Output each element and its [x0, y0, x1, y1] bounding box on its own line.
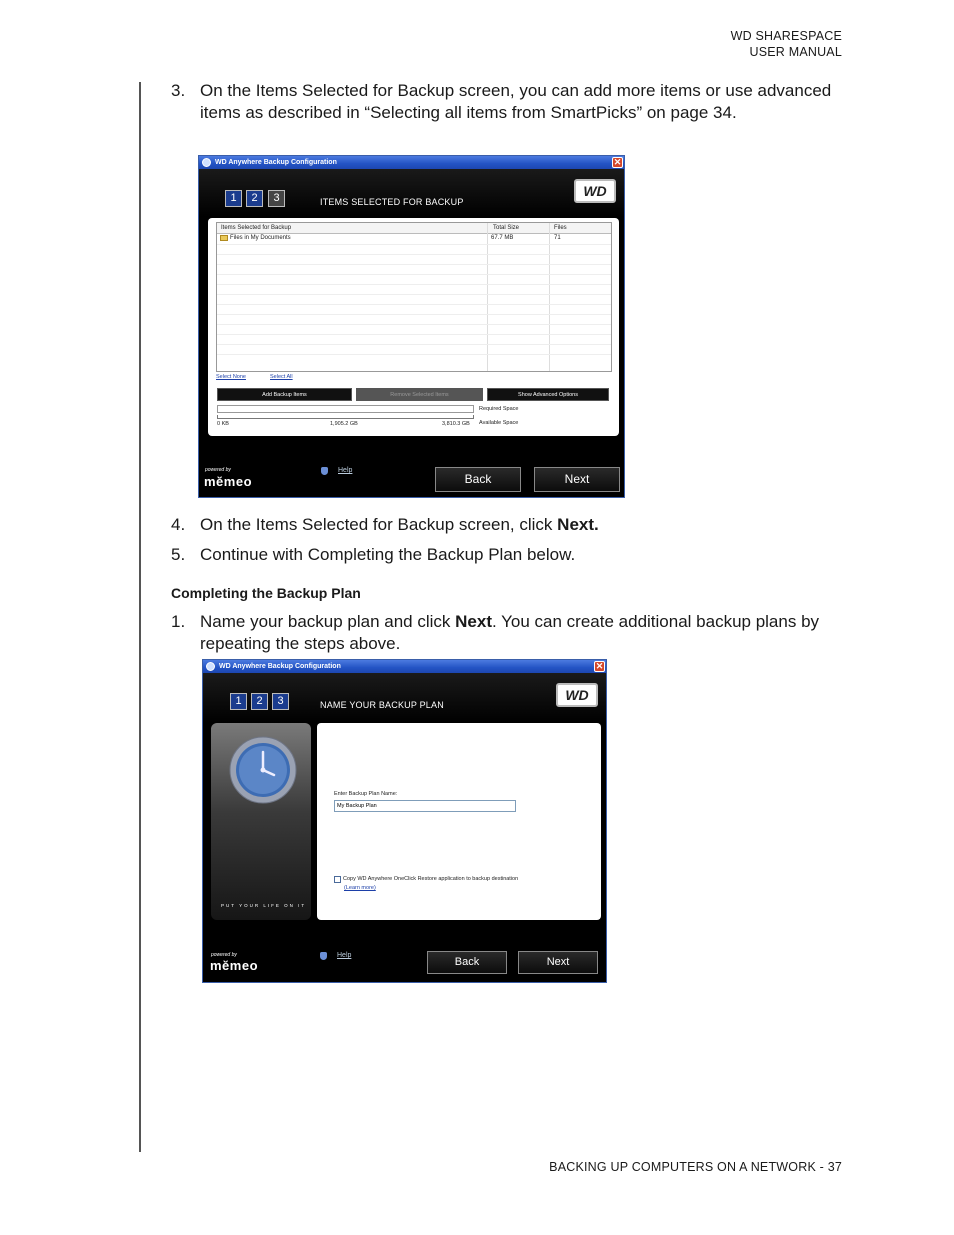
table-header: [217, 223, 611, 234]
wd-logo: WD: [574, 179, 616, 203]
row-size: 67.7 MB: [491, 235, 514, 241]
step-indicator-3: 3: [268, 190, 285, 207]
content-panel: [317, 723, 601, 920]
available-space-label: Available Space: [479, 420, 519, 426]
window-title: WD Anywhere Backup Configuration: [219, 663, 341, 670]
required-space-label: Required Space: [479, 406, 519, 412]
scale-min: 0 KB: [217, 421, 229, 427]
clock-icon: [228, 735, 298, 805]
running-header: [731, 28, 842, 60]
help-link[interactable]: Help: [338, 467, 353, 474]
row-divider: [217, 284, 611, 285]
row-divider: [217, 354, 611, 355]
content-panel: [208, 218, 619, 436]
header-line-2: USER MANUAL: [749, 45, 842, 59]
row-divider: [217, 244, 611, 245]
plan-name-label: Enter Backup Plan Name:: [334, 791, 398, 797]
wd-logo: WD: [556, 683, 598, 707]
next-button[interactable]: Next: [518, 951, 598, 974]
step-indicator-2: 2: [251, 693, 268, 710]
close-icon[interactable]: ✕: [595, 661, 604, 671]
scale-max: 3,810.3 GB: [442, 421, 470, 427]
app-icon: [202, 158, 211, 167]
remove-selected-items-button[interactable]: Remove Selected Items: [356, 388, 483, 401]
step-bold: Next.: [557, 515, 599, 534]
window-title: WD Anywhere Backup Configuration: [215, 159, 337, 166]
step-text: Name your backup plan and click: [200, 612, 456, 631]
close-icon[interactable]: ✕: [613, 157, 622, 167]
window-titlebar: [199, 156, 624, 169]
learn-more-link[interactable]: (Learn more): [344, 885, 376, 891]
step-1: [171, 611, 851, 655]
step-text: Continue with Completing the Backup Plan below.: [200, 545, 576, 564]
shield-icon: [320, 952, 327, 960]
dialog-header: [203, 673, 606, 723]
row-divider: [217, 304, 611, 305]
required-space-bar: [217, 405, 474, 413]
window-titlebar: [203, 660, 606, 673]
select-all-link[interactable]: Select All: [270, 374, 293, 380]
column-divider: [487, 223, 488, 371]
name-backup-plan-dialog: [202, 659, 607, 983]
tagline: PUT YOUR LIFE ON IT: [221, 903, 307, 908]
backup-items-table: [216, 222, 612, 372]
row-divider: [217, 264, 611, 265]
powered-by-label: powered by: [205, 467, 231, 473]
step-number: 4.: [171, 515, 186, 534]
step-text-suffix: . You can create additional backup plans by repeating the steps above.: [200, 612, 820, 653]
section-heading: Completing the Backup Plan: [171, 585, 361, 601]
memeo-logo: mĕmeo: [210, 958, 259, 973]
dialog-title: NAME YOUR BACKUP PLAN: [320, 700, 444, 710]
shield-icon: [321, 467, 328, 475]
step-indicator-1: 1: [225, 190, 242, 207]
page-footer: BACKING UP COMPUTERS ON A NETWORK - 37: [549, 1160, 842, 1174]
row-divider: [217, 324, 611, 325]
folder-icon: [220, 235, 228, 241]
step-indicator-3: 3: [272, 693, 289, 710]
add-backup-items-button[interactable]: Add Backup Items: [217, 388, 352, 401]
step-indicator-2: 2: [246, 190, 263, 207]
step-bold: Next: [455, 612, 492, 631]
scale-mid: 1,905.2 GB: [330, 421, 358, 427]
select-none-link[interactable]: Select None: [216, 374, 246, 380]
header-line-1: WD SHARESPACE: [730, 29, 842, 43]
back-button[interactable]: Back: [435, 467, 521, 492]
side-graphic: [211, 723, 311, 920]
row-divider: [217, 254, 611, 255]
margin-rule: [139, 82, 141, 1152]
column-divider: [549, 223, 550, 371]
copy-restore-checkbox[interactable]: [334, 876, 341, 883]
step-number: 3.: [171, 81, 186, 100]
row-divider: [217, 334, 611, 335]
powered-by-label: powered by: [211, 952, 237, 958]
row-files: 71: [554, 235, 561, 241]
plan-name-input[interactable]: [334, 800, 516, 812]
help-link[interactable]: Help: [337, 952, 352, 959]
step-number: 1.: [171, 612, 186, 631]
copy-restore-label: Copy WD Anywhere OneClick Restore application to backup destination: [343, 876, 519, 882]
col-header-size[interactable]: Total Size: [493, 225, 520, 231]
row-divider: [217, 344, 611, 345]
step-text: On the Items Selected for Backup screen, you can add more items or use advanced items as described in “Selecting all items from SmartPicks” on page 34.: [200, 81, 832, 122]
col-header-files[interactable]: Files: [554, 225, 567, 231]
step-indicator-1: 1: [230, 693, 247, 710]
show-advanced-options-button[interactable]: Show Advanced Options: [487, 388, 609, 401]
step-number: 5.: [171, 545, 186, 564]
step-text: On the Items Selected for Backup screen, click: [200, 515, 558, 534]
dialog-header: [199, 169, 624, 217]
app-icon: [206, 662, 215, 671]
dialog-title: ITEMS SELECTED FOR BACKUP: [320, 197, 464, 207]
col-header-items[interactable]: Items Selected for Backup: [221, 225, 292, 231]
row-item: Files in My Documents: [230, 235, 291, 241]
items-selected-dialog: [198, 155, 625, 498]
row-divider: [217, 274, 611, 275]
space-scale: [217, 415, 474, 419]
row-divider: [217, 294, 611, 295]
back-button[interactable]: Back: [427, 951, 507, 974]
step-4: [171, 514, 851, 536]
memeo-logo: mĕmeo: [204, 474, 253, 489]
next-button[interactable]: Next: [534, 467, 620, 492]
step-3: [171, 80, 851, 146]
step-5: [171, 544, 851, 566]
row-divider: [217, 314, 611, 315]
